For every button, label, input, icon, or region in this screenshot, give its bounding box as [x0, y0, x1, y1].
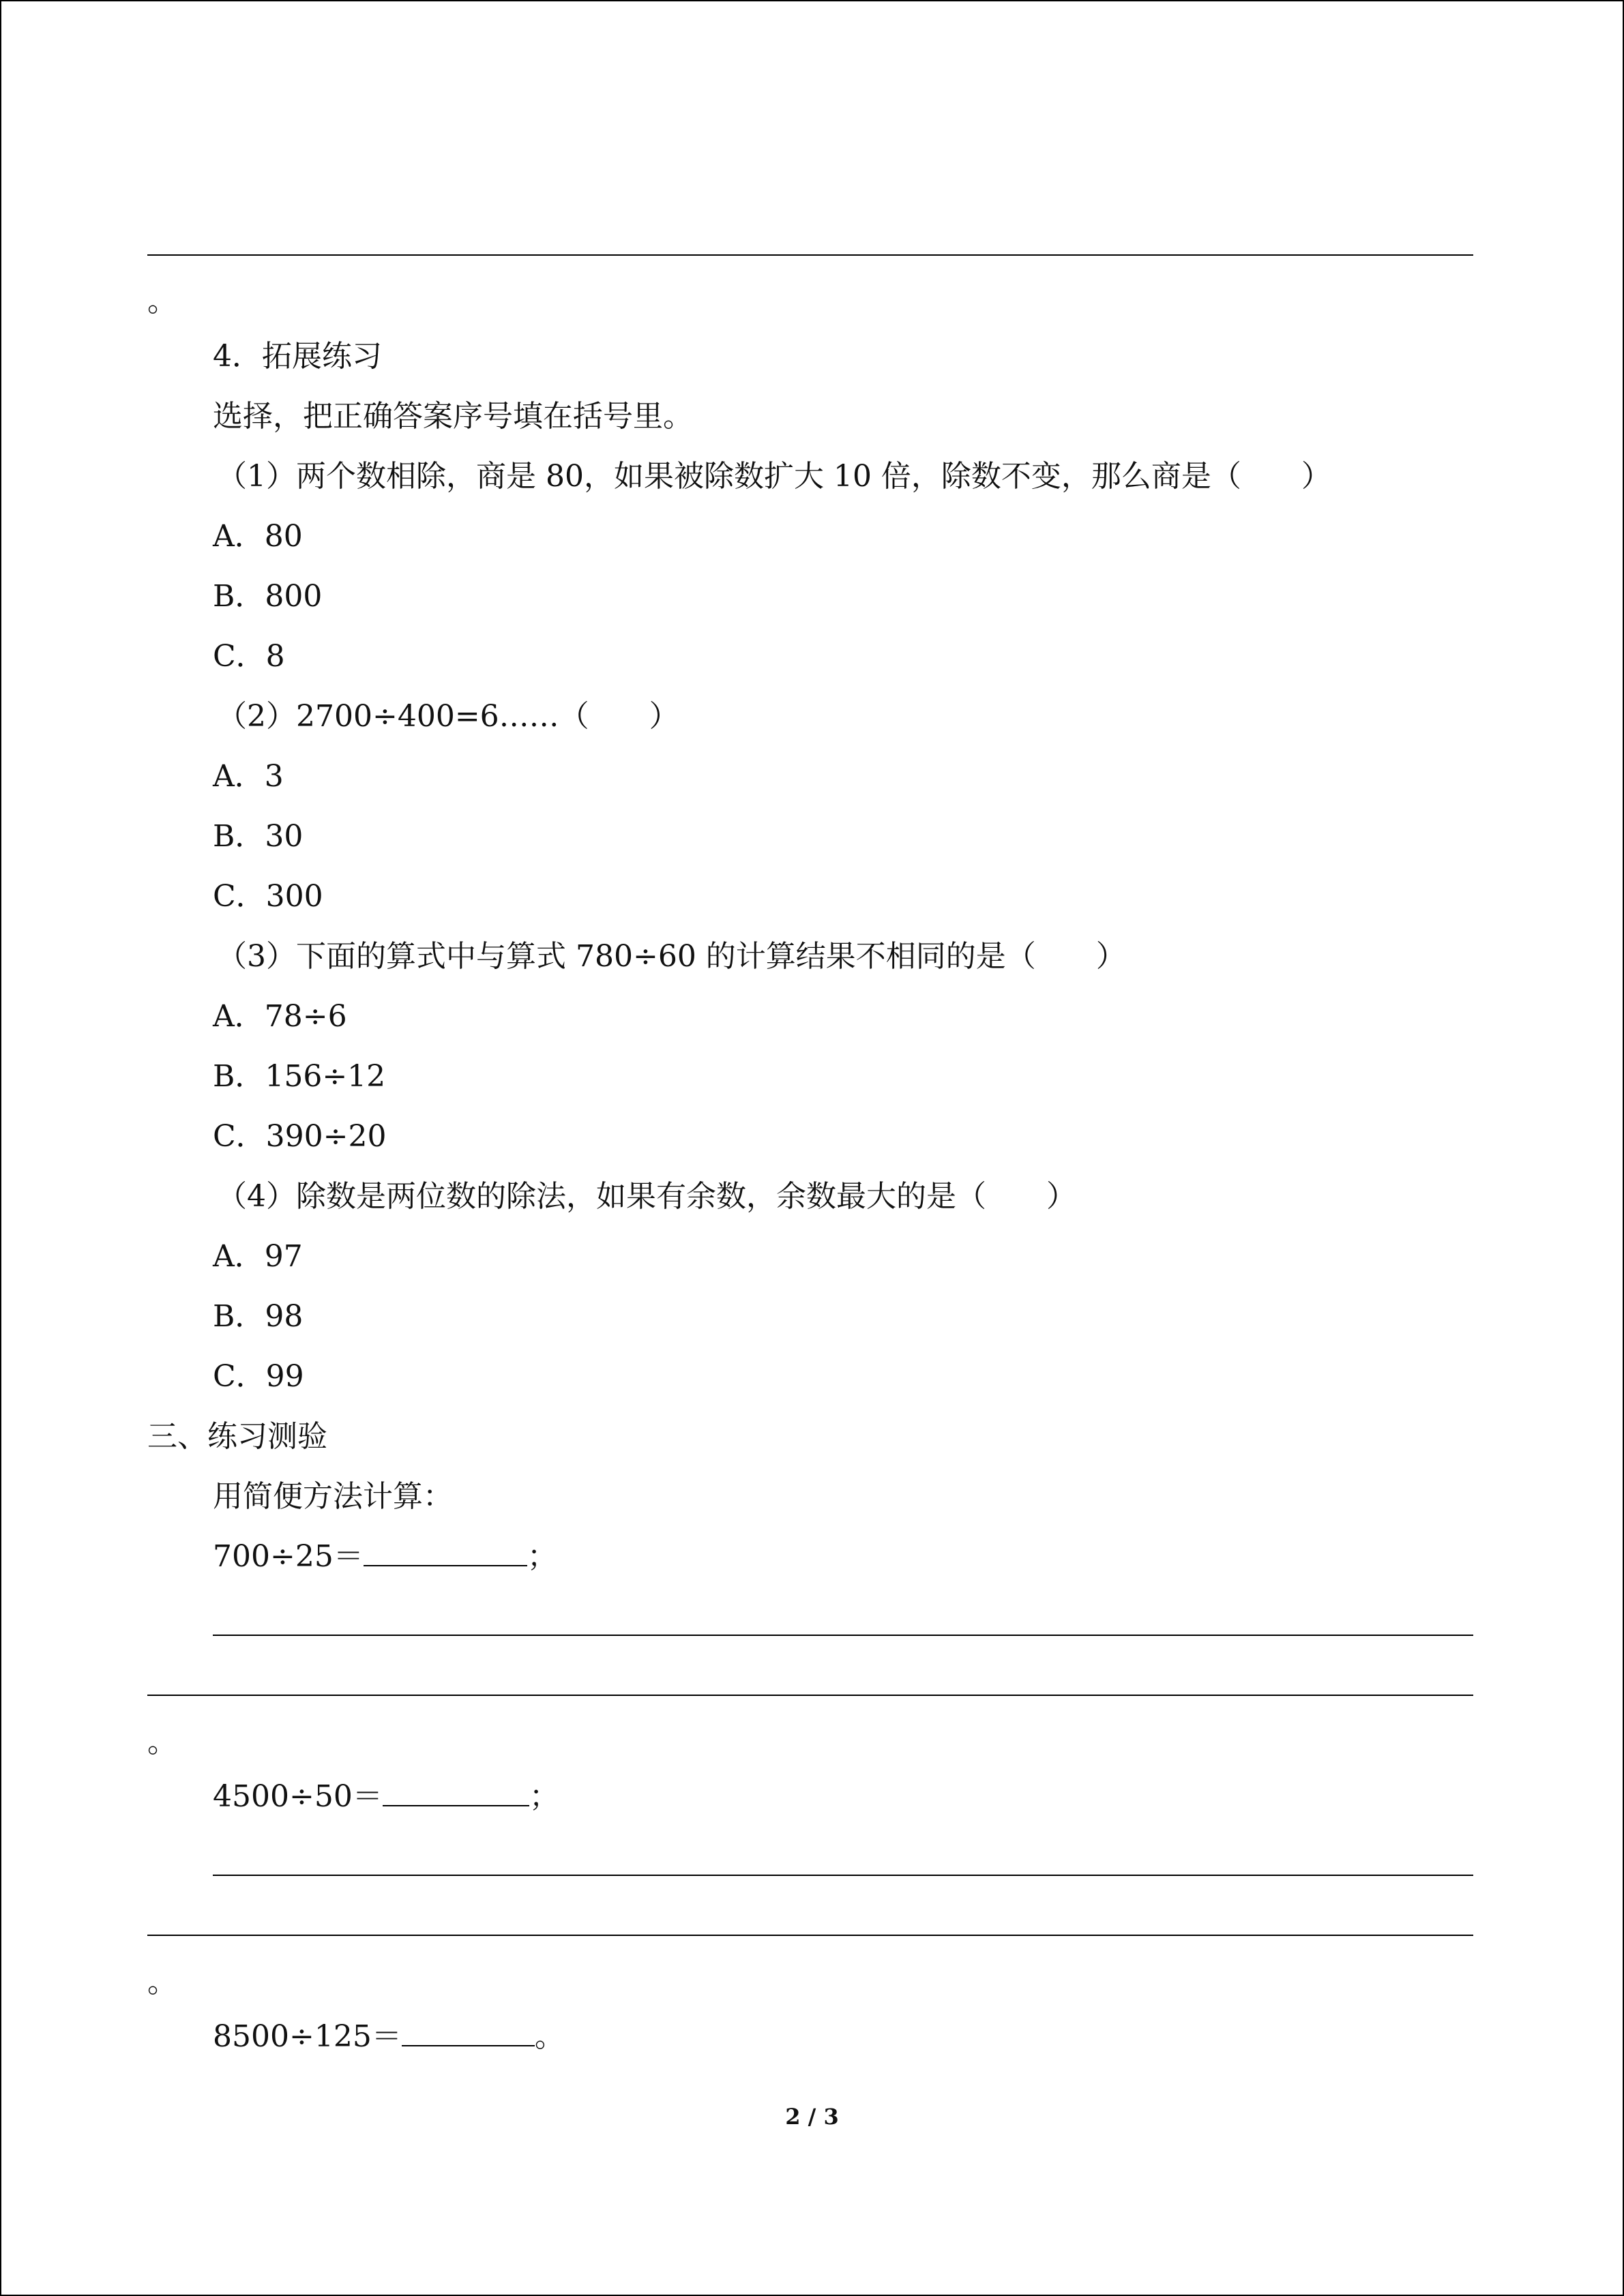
q4-option-b: B．98 [213, 1299, 304, 1334]
section-3-instruction: 用简便方法计算： [213, 1479, 453, 1514]
q2-option-a: A．3 [213, 759, 284, 794]
problem-1-answer-blank[interactable] [364, 1538, 527, 1566]
problem-1-expression: 700÷25＝ [213, 1539, 364, 1574]
problem-1-end-mark: ； [527, 1539, 557, 1574]
problem-3-end-mark: 。 [534, 2019, 565, 2054]
section-3-heading: 三、练习测验 [147, 1419, 327, 1454]
question-1: （1）两个数相除，商是 80，如果被除数扩大 10 倍，除数不变，那么商是（ ） [217, 459, 1331, 494]
q2-option-b: B．30 [213, 819, 304, 854]
section-4-heading: 4．拓展练习 [213, 339, 382, 374]
question-4: （4）除数是两位数的除法，如果有余数，余数最大的是（ ） [217, 1179, 1076, 1214]
q1-option-c: C．8 [213, 639, 285, 674]
problem-1 [213, 1538, 557, 1576]
problem-2-answer-blank[interactable] [383, 1778, 529, 1806]
problem-3-expression: 8500÷125＝ [213, 2019, 402, 2054]
q4-option-a: A．97 [213, 1239, 303, 1274]
problem-3 [213, 2018, 565, 2056]
question-3: （3）下面的算式中与算式 780÷60 的计算结果不相同的是（ ） [217, 939, 1126, 974]
q1-option-b: B．800 [213, 579, 323, 614]
q3-option-c: C．390÷20 [213, 1119, 387, 1154]
page-number: 2 / 3 [785, 2104, 839, 2130]
q1-option-a: A．80 [213, 519, 303, 554]
q4-option-c: C．99 [213, 1359, 304, 1394]
question-2: （2）2700÷400=6……（ ） [217, 699, 679, 734]
section-4-instruction: 选择，把正确答案序号填在括号里。 [213, 399, 693, 434]
problem-2-expression: 4500÷50＝ [213, 1779, 383, 1814]
q3-option-b: B．156÷12 [213, 1059, 386, 1094]
answer-line [147, 254, 1473, 256]
period-mark: 。 [147, 284, 177, 318]
work-line-1 [213, 1635, 1473, 1636]
period-mark: 。 [147, 1965, 177, 1999]
work-line-3 [213, 1875, 1473, 1876]
work-line-4 [147, 1935, 1473, 1936]
period-mark: 。 [147, 1725, 177, 1759]
q3-option-a: A．78÷6 [213, 999, 347, 1034]
problem-3-answer-blank[interactable] [402, 2018, 535, 2046]
problem-2-end-mark: ； [529, 1779, 559, 1814]
work-line-2 [147, 1695, 1473, 1696]
problem-2 [213, 1778, 559, 1816]
q2-option-c: C．300 [213, 879, 323, 914]
